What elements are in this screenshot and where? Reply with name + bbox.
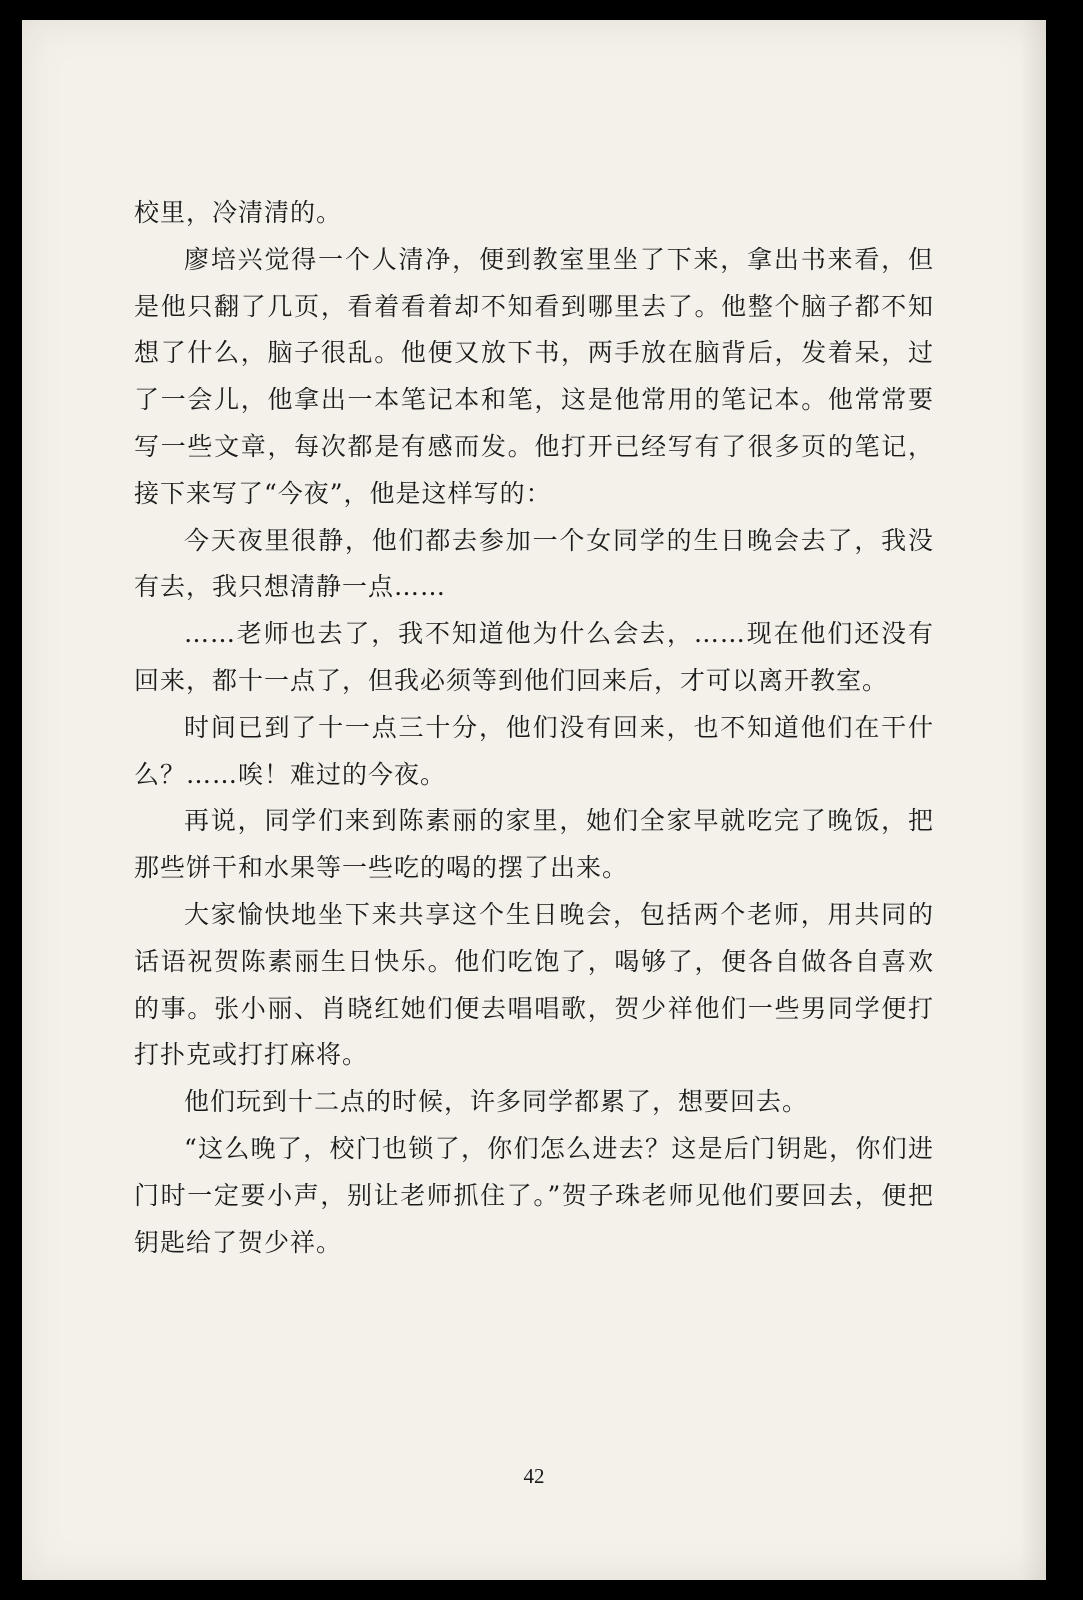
paragraph: 今天夜里很静，他们都去参加一个女同学的生日晚会去了，我没有去，我只想清静一点…… — [134, 525, 934, 602]
paragraph: 大家愉快地坐下来共享这个生日晚会，包括两个老师，用共同的话语祝贺陈素丽生日快乐。他们吃饱了，喝够了，便各自做各自喜欢的事。张小丽、肖晓红她们便去唱唱歌，贺少祥他们一些男同学便打打扑克或打打麻将。 — [134, 899, 934, 1070]
book-page — [22, 20, 1046, 1580]
paragraph: 他们玩到十二点的时候，许多同学都累了，想要回去。 — [184, 1087, 809, 1117]
body-text — [134, 190, 934, 1266]
paragraph: 时间已到了十一点三十分，他们没有回来，也不知道他们在干什么？……唉！难过的今夜。 — [134, 712, 934, 789]
paragraph: 校里，冷清清的。 — [134, 198, 343, 227]
page-number: 42 — [523, 1464, 545, 1488]
paragraph: “这么晚了，校门也锁了，你们怎么进去？这是后门钥匙，你们进门时一定要小声，别让老师抓住了。”贺子珠老师见他们要回去，便把钥匙给了贺少祥。 — [134, 1133, 934, 1257]
paragraph: 廖培兴觉得一个人清净，便到教室里坐了下来，拿出书来看，但是他只翻了几页，看着看着却不知看到哪里去了。他整个脑子都不知想了什么，脑子很乱。他便又放下书，两手放在脑背后，发着呆，过了一会儿，他拿出一本笔记本和笔，这是他常用的笔记本。他常常要写一些文章，每次都是有感而发。他打开已经写有了很多页的笔记，接下来写了“今夜”，他是这样写的： — [134, 244, 934, 508]
paragraph: ……老师也去了，我不知道他为什么会去，……现在他们还没有回来，都十一点了，但我必须等到他们回来后，才可以离开教室。 — [134, 619, 934, 695]
paragraph: 再说，同学们来到陈素丽的家里，她们全家早就吃完了晚饭，把那些饼干和水果等一些吃的喝的摆了出来。 — [134, 806, 934, 883]
